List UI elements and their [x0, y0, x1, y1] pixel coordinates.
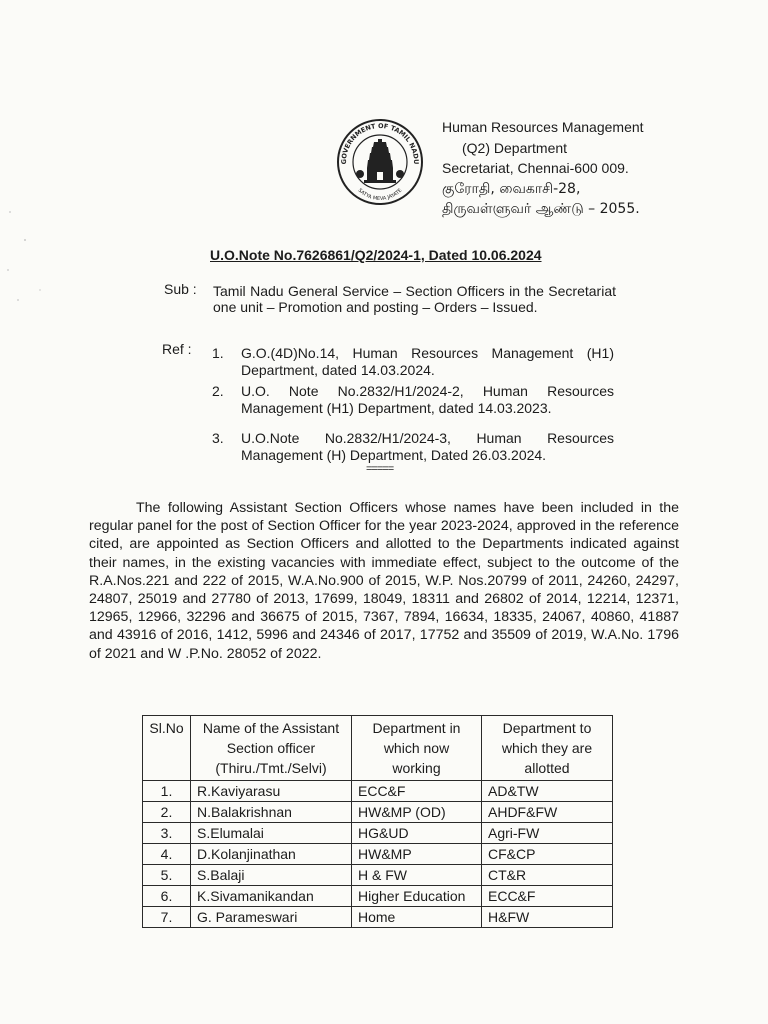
cell-sl-no: 1.	[143, 781, 191, 802]
reference-label: Ref :	[162, 341, 192, 357]
tamil-nadu-emblem-icon	[334, 114, 426, 212]
header-officer-name: Name of the Assistant Section officer (Thiru./Tmt./Selvi)	[191, 716, 352, 781]
cell-allotted-department: ECC&F	[482, 886, 613, 907]
cell-current-department: Home	[352, 907, 482, 928]
address-tamil-year: திருவள்ளுவர் ஆண்டு – 2055.	[442, 201, 640, 217]
table-row	[143, 802, 613, 823]
table-row	[143, 844, 613, 865]
header-allotted-department: Department to which they are allotted	[482, 716, 613, 781]
table-header-row	[143, 716, 613, 781]
reference-text: G.O.(4D)No.14, Human Resources Management (H1) Department, dated 14.03.2024.	[241, 345, 614, 378]
cell-current-department: Higher Education	[352, 886, 482, 907]
body-paragraph: The following Assistant Section Officers whose names have been included in the regular panel for the post of Section Officer for the year 2023-2024, approved in the reference cited, are appointed as Section Officers and allotted to the Departments indicated against their names, in the existing vacancies with immediate effect, subject to the outcome of the R.A.Nos.221 and 222 of 2015, W.A.No.900 of 2015, W.P. Nos.20799 of 2011, 24260, 24297, 24807, 25019 and 27780 of 2013, 17699, 18049, 18311 and 26802 of 2014, 12214, 12371, 12965, 12966, 32296 and 36675 of 2015, 7367, 7894, 16634, 18335, 24067, 40860, 41887 and 43916 of 2016, 1412, 5996 and 24346 of 2017, 17752 and 35509 of 2019, W.A.No. 1796 of 2021 and W .P.No. 28052 of 2022.	[89, 500, 679, 662]
table-row	[143, 865, 613, 886]
table-row	[143, 886, 613, 907]
reference-number: 3.	[212, 430, 224, 446]
cell-allotted-department: Agri-FW	[482, 823, 613, 844]
cell-sl-no: 7.	[143, 907, 191, 928]
department-address	[442, 117, 644, 220]
address-line-2: (Q2) Department	[462, 139, 568, 156]
cell-current-department: HW&MP	[352, 844, 482, 865]
cell-current-department: HG&UD	[352, 823, 482, 844]
reference-text: U.O. Note No.2832/H1/2024-2, Human Resources Management (H1) Department, dated 14.03.2023.	[241, 383, 614, 416]
cell-officer-name: S.Balaji	[191, 865, 352, 886]
emblem-bottom-text: SATYA MEVA JAYATE	[356, 187, 404, 203]
cell-allotted-department: CF&CP	[482, 844, 613, 865]
cell-officer-name: S.Elumalai	[191, 823, 352, 844]
table-row	[143, 781, 613, 802]
cell-officer-name: D.Kolanjinathan	[191, 844, 352, 865]
address-tamil-date: குரோதி, வைகாசி-28,	[442, 180, 581, 197]
reference-text: U.O.Note No.2832/H1/2024-3, Human Resources Management (H) Department, Dated 26.03.2024.	[241, 430, 614, 463]
scan-noise	[0, 200, 60, 310]
uo-note-title: U.O.Note No.7626861/Q2/2024-1, Dated 10.06.2024	[210, 247, 542, 263]
subject-label: Sub :	[164, 281, 197, 297]
cell-sl-no: 3.	[143, 823, 191, 844]
cell-officer-name: R.Kaviyarasu	[191, 781, 352, 802]
cell-allotted-department: AHDF&FW	[482, 802, 613, 823]
header-current-department: Department in which now working	[352, 716, 482, 781]
cell-sl-no: 6.	[143, 886, 191, 907]
emblem-top-text: GOVERNMENT OF TAMIL NADU	[339, 121, 421, 165]
cell-current-department: H & FW	[352, 865, 482, 886]
reference-number: 1.	[212, 345, 224, 361]
allotment-table	[142, 715, 613, 928]
table-row	[143, 907, 613, 928]
address-line-1: Human Resources Management	[442, 119, 644, 135]
cell-allotted-department: AD&TW	[482, 781, 613, 802]
subject-text: Tamil Nadu General Service – Section Officers in the Secretariat one unit – Promotion and posting – Orders – Issued.	[213, 283, 616, 315]
reference-number: 2.	[212, 383, 224, 399]
cell-officer-name: G. Parameswari	[191, 907, 352, 928]
cell-sl-no: 5.	[143, 865, 191, 886]
cell-current-department: HW&MP (OD)	[352, 802, 482, 823]
header-sl-no: Sl.No	[143, 716, 191, 781]
cell-sl-no: 4.	[143, 844, 191, 865]
cell-officer-name: K.Sivamanikandan	[191, 886, 352, 907]
table-row	[143, 823, 613, 844]
cell-sl-no: 2.	[143, 802, 191, 823]
cell-allotted-department: CT&R	[482, 865, 613, 886]
section-divider: =====	[366, 463, 394, 475]
cell-officer-name: N.Balakrishnan	[191, 802, 352, 823]
cell-allotted-department: H&FW	[482, 907, 613, 928]
address-line-3: Secretariat, Chennai-600 009.	[442, 160, 629, 176]
cell-current-department: ECC&F	[352, 781, 482, 802]
